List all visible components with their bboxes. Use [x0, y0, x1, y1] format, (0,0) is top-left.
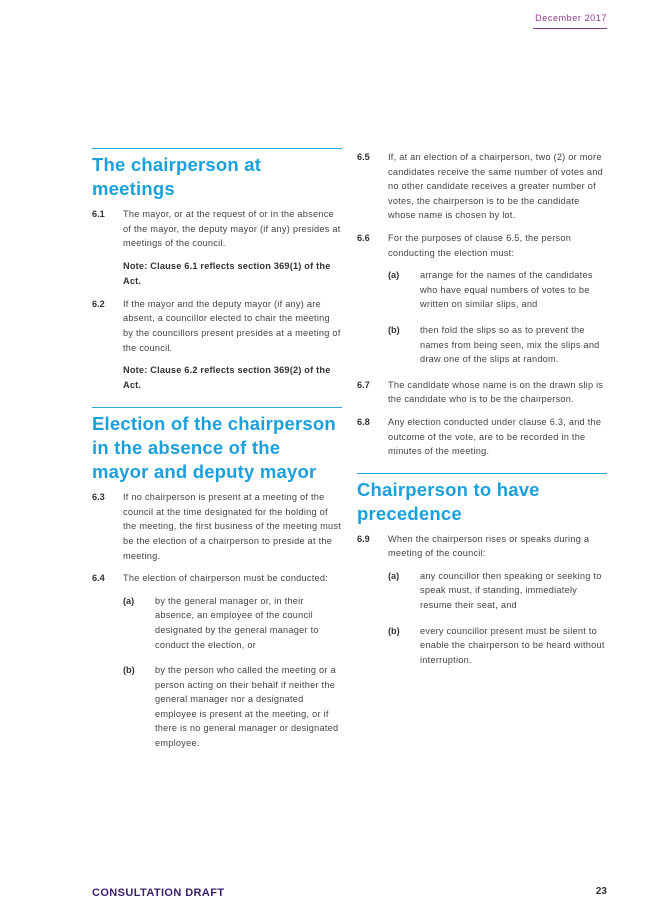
clause-6-6-a	[388, 268, 607, 312]
section-rule	[92, 407, 342, 408]
clause-6-6-b	[388, 323, 607, 367]
clause-6-9-b	[388, 624, 607, 668]
section-heading-precedence: Chairperson to have precedence	[357, 478, 540, 524]
clause-6-6	[357, 231, 607, 260]
clause-6-5	[357, 150, 607, 223]
left-column	[92, 148, 342, 762]
clause-number: 6.5	[357, 152, 370, 162]
subclause-label: (b)	[388, 324, 400, 335]
subclause-label: (b)	[123, 665, 135, 676]
subclause-text: arrange for the names of the candidates who have equal numbers of votes to be written on similar slips, and	[420, 270, 593, 310]
right-column	[357, 150, 607, 678]
page-number: 23	[595, 886, 607, 897]
subclause-label: (a)	[388, 570, 400, 581]
section-heading-chairperson-at-meetings: The chairperson at meetings	[92, 154, 262, 199]
clause-6-4	[92, 571, 342, 586]
note-6-1: Note: Clause 6.1 reflects section 369(1) of the Act.	[123, 260, 331, 286]
clause-text: The election of chairperson must be conducted:	[123, 573, 329, 584]
clause-6-2	[92, 297, 342, 355]
clause-6-9	[357, 532, 607, 561]
clause-text: Any election conducted under clause 6.3, and the outcome of the vote, are to be recorded in the minutes of the meeting.	[388, 416, 602, 457]
header-date-underline	[533, 28, 607, 29]
clause-6-9-a	[388, 569, 607, 613]
clause-number: 6.8	[357, 416, 370, 427]
section-rule	[357, 473, 607, 474]
clause-number: 6.7	[357, 379, 370, 390]
subclause-label: (b)	[388, 625, 400, 636]
clause-6-7	[357, 378, 607, 407]
clause-text: If, at an election of a chairperson, two (2) or more candidates receive the same number of votes and no other candidate receives a greater number of votes, the chairperson is to be the candidate whose name is chosen by lot.	[388, 152, 604, 221]
clause-6-4-b	[123, 663, 342, 751]
clause-6-8	[357, 415, 607, 459]
clause-6-4-a	[123, 594, 342, 652]
clause-text: When the chairperson rises or speaks during a meeting of the council:	[388, 533, 590, 559]
note-6-2: Note: Clause 6.2 reflects section 369(2) of the Act.	[123, 365, 331, 391]
clause-text: The candidate whose name is on the drawn slip is the candidate who is to be the chairperson.	[388, 379, 604, 405]
clause-6-1	[92, 207, 342, 251]
clause-number: 6.3	[92, 492, 105, 503]
clause-text: If the mayor and the deputy mayor (if any) are absent, a councillor elected to chair the meeting by the councillors present presides at a meeting of the council.	[123, 298, 341, 353]
section-rule	[92, 148, 342, 149]
clause-number: 6.1	[92, 209, 105, 219]
header-date: December 2017	[535, 13, 607, 23]
subclause-text: by the general manager or, in their absence, an employee of the council designated by the general manager to conduct the election, or	[155, 595, 319, 650]
subclause-text: then fold the slips so as to prevent the names from being seen, mix the slips and draw one of the slips at random.	[420, 324, 600, 365]
clause-text: For the purposes of clause 6.5, the person conducting the election must:	[388, 232, 572, 258]
clause-number: 6.6	[357, 232, 370, 243]
clause-number: 6.4	[92, 573, 105, 584]
subclause-text: by the person who called the meeting or a person acting on their behalf if neither the general manager nor a designated employee is present at the meeting, or if there is no general manager or designated employee.	[155, 665, 339, 749]
subclause-label: (a)	[388, 270, 400, 281]
subclause-label: (a)	[123, 595, 135, 606]
clause-number: 6.9	[357, 533, 370, 544]
subclause-text: every councillor present must be silent to enable the chairperson to be heard without interruption.	[420, 625, 605, 665]
clause-text: If no chairperson is present at a meeting of the council at the time designated for the holding of the meeting, the first business of the meeting must be the election of a chairperson to preside at the meeting.	[123, 492, 342, 561]
footer-draft-label: CONSULTATION DRAFT	[92, 887, 225, 899]
subclause-text: any councillor then speaking or seeking to speak must, if standing, immediately resume their seat, and	[420, 570, 602, 611]
section-heading-election: Election of the chairperson in the absence of the mayor and deputy mayor	[92, 413, 336, 483]
clause-text: The mayor, or at the request of or in the absence of the mayor, the deputy mayor (if any) presides at meetings of the council.	[123, 209, 341, 249]
clause-6-3	[92, 490, 342, 563]
clause-number: 6.2	[92, 298, 105, 309]
